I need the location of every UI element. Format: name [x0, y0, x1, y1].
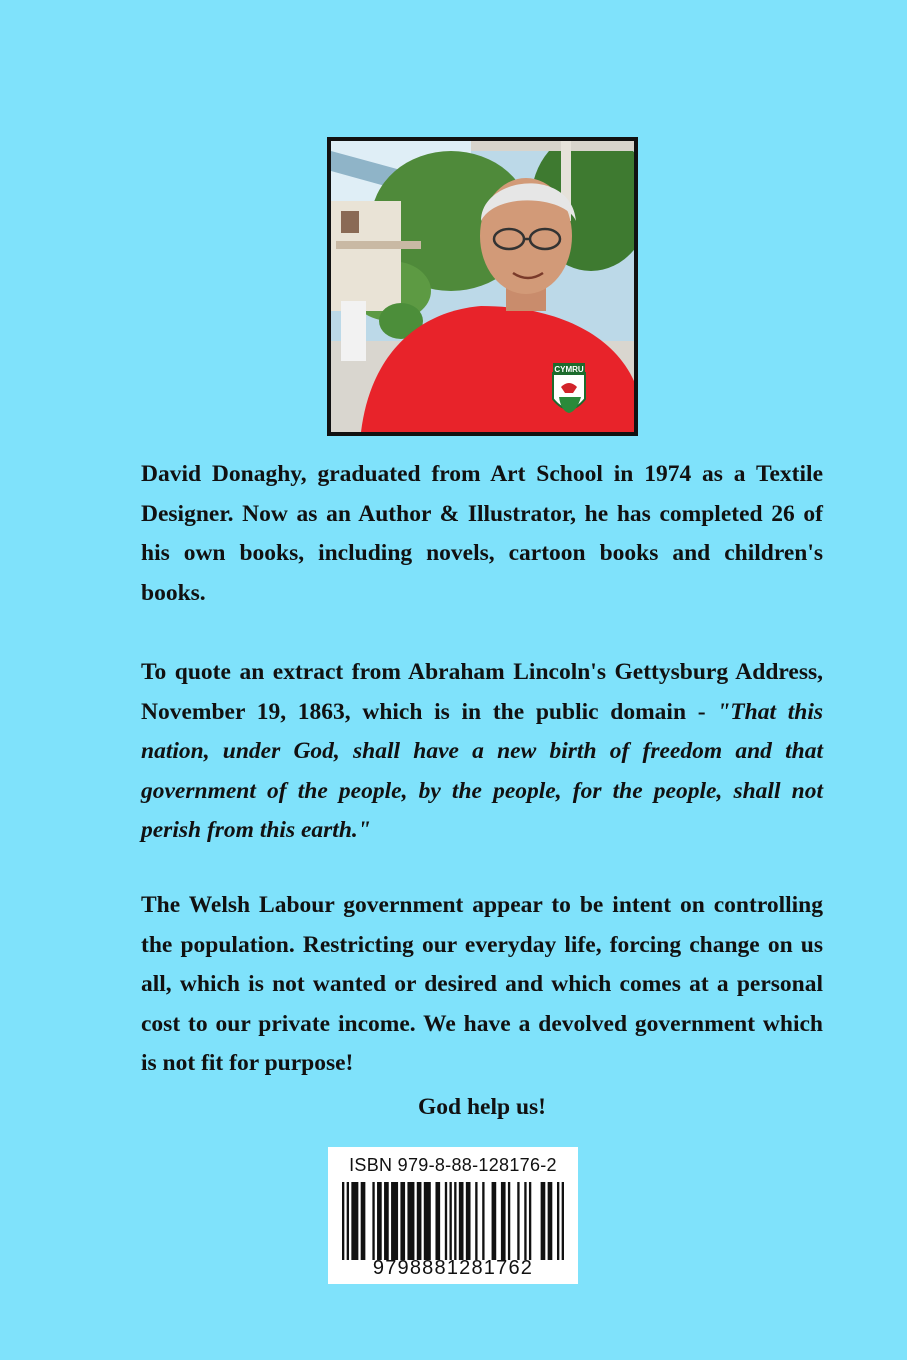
- barcode-bar: [351, 1182, 358, 1260]
- barcode-bar: [407, 1182, 414, 1260]
- barcode-bar: [475, 1182, 477, 1260]
- barcode-bar: [454, 1182, 456, 1260]
- barcode-bar: [449, 1182, 451, 1260]
- barcode-bar: [400, 1182, 405, 1260]
- barcode-bar: [562, 1182, 564, 1260]
- barcode-bar: [445, 1182, 447, 1260]
- barcode-bar: [435, 1182, 440, 1260]
- barcode-bars: [342, 1182, 564, 1260]
- shirt-badge-text: CYMRU: [554, 365, 584, 374]
- author-bio-paragraph: [141, 455, 823, 613]
- barcode-bar: [482, 1182, 484, 1260]
- barcode-bar: [466, 1182, 471, 1260]
- barcode-bar: [517, 1182, 519, 1260]
- author-photo-image: [331, 141, 634, 432]
- barcode-bar: [391, 1182, 398, 1260]
- barcode-digits: 9798881281762: [372, 1257, 534, 1279]
- barcode-bar: [377, 1182, 382, 1260]
- isbn-label: ISBN 979-8-88-128176-2: [349, 1155, 557, 1175]
- barcode-bar: [524, 1182, 526, 1260]
- closing-line: God help us!: [418, 1094, 546, 1120]
- barcode-bar: [529, 1182, 531, 1260]
- barcode-bar: [372, 1182, 374, 1260]
- quote-intro-text: To quote an extract from Abraham Lincoln's Gettysburg Address, November 19, 1863, which is in the public domain -: [141, 659, 823, 725]
- gettysburg-quote-text: "That this nation, under God, shall have a new birth of freedom and that government of the people, by the people, for the people, shall not perish from this earth.": [141, 698, 823, 843]
- barcode-bar: [361, 1182, 366, 1260]
- barcode-bar: [508, 1182, 510, 1260]
- barcode-bar: [347, 1182, 349, 1260]
- opinion-paragraph: [141, 886, 823, 1084]
- barcode-bar: [501, 1182, 506, 1260]
- barcode-bar: [459, 1182, 464, 1260]
- barcode-bar: [557, 1182, 559, 1260]
- barcode-bar: [384, 1182, 389, 1260]
- barcode-bar: [417, 1182, 422, 1260]
- barcode-bar: [424, 1182, 431, 1260]
- gettysburg-quote-paragraph: [141, 653, 823, 851]
- barcode-bar: [541, 1182, 546, 1260]
- barcode-bar: [548, 1182, 553, 1260]
- opinion-text: The Welsh Labour government appear to be intent on controlling the population. Restricting our everyday life, forcing change on us all, which is not wanted or desired and which comes at a personal cost to our private income. We have a devolved government which is not fit for purpose!: [141, 892, 823, 1076]
- barcode-bar: [342, 1182, 344, 1260]
- author-bio-text: David Donaghy, graduated from Art School in 1974 as a Textile Designer. Now as an Author & Illustrator, he has completed 26 of his own books, including novels, cartoon books and children's books.: [141, 461, 823, 606]
- barcode-bar: [492, 1182, 497, 1260]
- author-photo: [327, 137, 638, 436]
- isbn-barcode: [328, 1147, 578, 1284]
